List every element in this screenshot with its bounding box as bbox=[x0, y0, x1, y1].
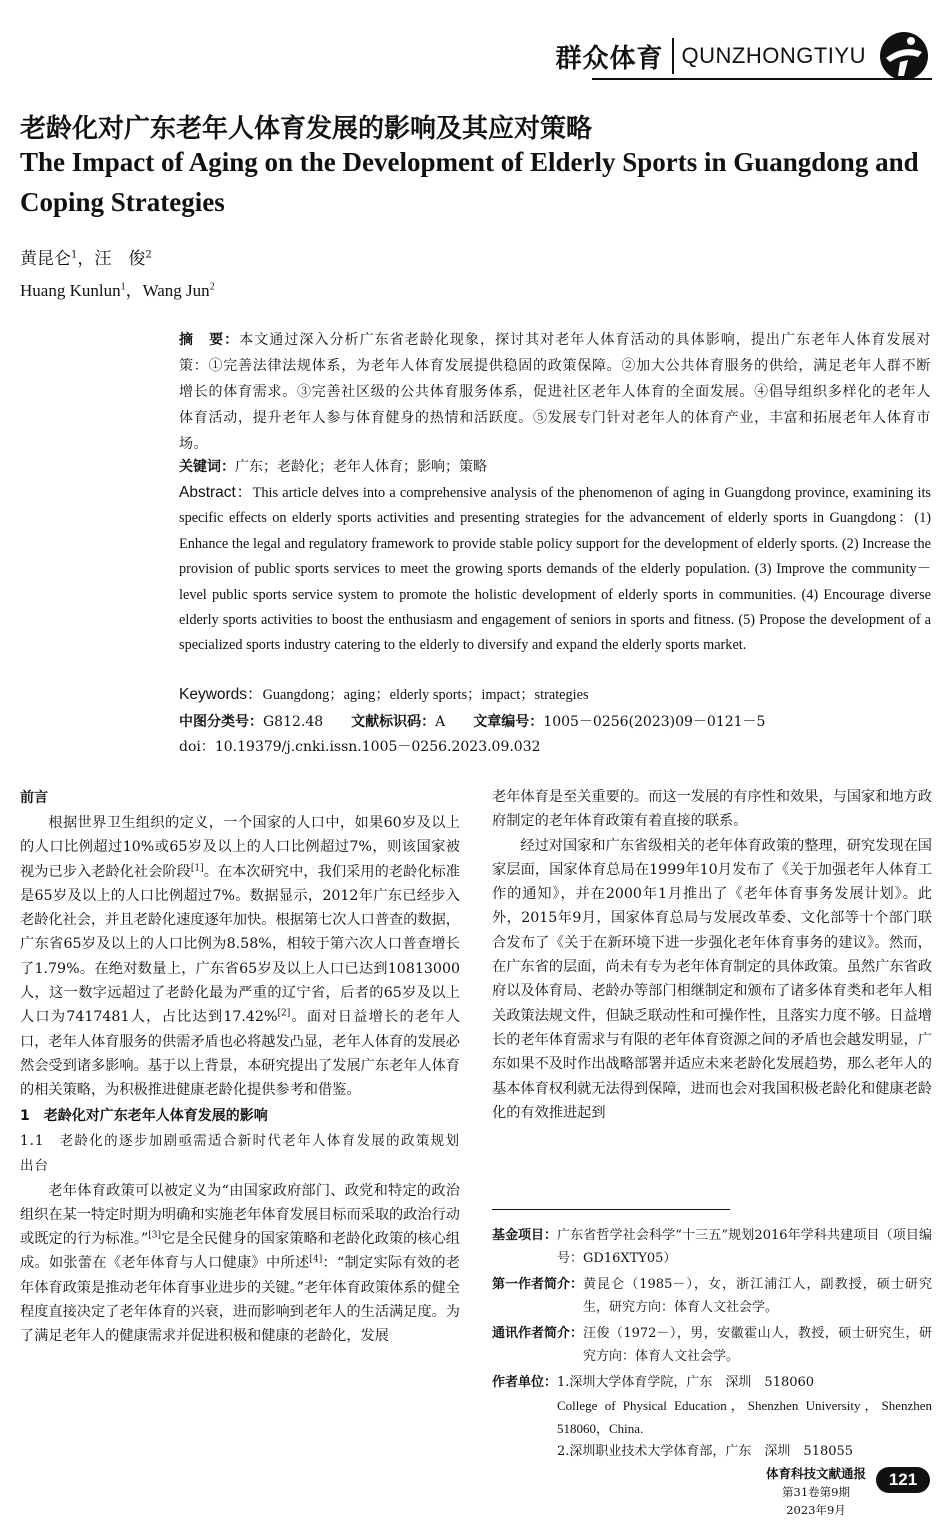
paragraph-text: 。在本次研究中，我们采用的老龄化标准是65岁及以上的人口比例超过7%。数据显示，2012年广东已经步入老龄化社会，并且老龄化速度逐年加快。根据第七次人口普查的数据，广东省65岁及以上的人口比例为8.58%，相较于第六次人口普查增长了1.79%。在绝对数量上，广东省65岁及以上人口已达到10813000人，这一数字远超过了老龄化最为严重的辽宁省，后者的65岁及以上人口为7417481人，占比达到17.42% bbox=[20, 863, 460, 1026]
sports-runner-logo-icon bbox=[878, 30, 930, 82]
paragraph-preface bbox=[20, 811, 460, 1103]
citation-1[interactable]: [1] bbox=[190, 862, 204, 873]
abstract-en bbox=[179, 480, 931, 659]
section-1-1-heading: 1.1 老龄化的逐步加剧亟需适合新时代老年人体育发展的政策规划出台 bbox=[20, 1132, 460, 1174]
paragraph-policy bbox=[20, 1179, 460, 1349]
author-2-cn: 汪 俊 bbox=[94, 249, 146, 269]
footnote-affiliation-body bbox=[557, 1371, 932, 1463]
body-column-left bbox=[20, 785, 460, 1349]
article-number-label: 文章编号： bbox=[473, 714, 544, 730]
section-1-heading: 1 老龄化对广东老年人体育发展的影响 bbox=[20, 1107, 268, 1124]
footnote-first-author bbox=[492, 1273, 932, 1319]
footnote-affiliation bbox=[492, 1371, 932, 1463]
author-2-en-affil: 2 bbox=[209, 281, 215, 293]
footer-volume: 第31卷第9期 bbox=[782, 1485, 850, 1499]
author-1-en: Huang Kunlun bbox=[20, 281, 121, 300]
affiliation-2: 2.深圳职业技术大学体育部，广东 深圳 518055 bbox=[557, 1444, 854, 1459]
doc-code bbox=[351, 711, 445, 733]
abstract-en-label: Abstract： bbox=[179, 484, 253, 501]
page-number-badge: 121 bbox=[876, 1467, 930, 1493]
clc-label: 中图分类号： bbox=[179, 714, 263, 730]
doi[interactable]: doi：10.19379/j.cnki.issn.1005－0256.2023.09.032 bbox=[179, 739, 541, 755]
preface-heading: 前言 bbox=[20, 790, 48, 806]
footnote-rule bbox=[492, 1209, 730, 1210]
footnote-corresponding-author-text: 汪俊（1972－），男，安徽霍山人，教授，硕士研究生，研究方向：体育人文社会学。 bbox=[583, 1326, 932, 1364]
title-cn: 老龄化对广东老年人体育发展的影响及其应对策略 bbox=[20, 114, 593, 144]
classification-line bbox=[179, 711, 931, 733]
abstract-cn bbox=[179, 327, 931, 457]
abstract-en-text: This article delves into a comprehensive analysis of the phenomenon of aging in Guangdong province, examining its specific effects on elderly sports activities and presenting strategies for the advancement of elderly sports in Guangdong：(1) Enhance the legal and regulatory framework to provide stable policy support for the development of elderly sports. (2) Increase the provision of public sports services to meet the growing sports demands of the elderly population. (3) Improve the community－level public sports service system to promote the holistic development of elderly sports in communities. (4) Encourage diverse elderly sports activities to boost the enthusiasm and engagement of seniors in sports and fitness. (5) Propose the development of a specialized sports industry catering to the elderly to diversify and expand the elderly sports market. bbox=[179, 485, 931, 654]
keywords-cn bbox=[179, 456, 931, 478]
page-footer bbox=[766, 1465, 930, 1519]
footnote-corresponding-author bbox=[492, 1322, 932, 1368]
affiliation-1-en: College of Physical Education，Shenzhen University，Shenzhen 518060，China. bbox=[557, 1398, 932, 1436]
author-1-cn-affil: 1 bbox=[71, 249, 78, 261]
footnote-fund bbox=[492, 1224, 932, 1270]
paragraph-policy-review: 经过对国家和广东省级相关的老年体育政策的整理，研究发现在国家层面，国家体育总局在1999年10月发布了《关于加强老年人体育工作的通知》，并在2000年1月推出了《老年体育事务发展计划》。此外，2015年9月，国家体育总局与发展改革委、文化部等十个部门联合发布了《关于在新环境下进一步强化老年体育事务的建议》。然而，在广东省的层面，尚未有专为老年体育制定的具体政策。虽然广东省政府以及体育局、老龄办等部门相继制定和颁布了诸多体育类和老年人相关政策法规文件，但缺乏联动性和可操作性，且落实力度不够。日益增长的老年体育需求与有限的老年体育资源之间的矛盾也会越发明显，广东如果不及时作出战略部署并适应未来老龄化发展趋势，那么老年人的基本体育权利就无法得到保障，进而也会对我国积极老龄化和健康老龄化的有效推进起到 bbox=[492, 837, 932, 1121]
footer-date: 2023年9月 bbox=[786, 1503, 846, 1517]
keywords-en bbox=[179, 684, 931, 706]
affiliation-1: 1.深圳大学体育学院，广东 深圳 518060 bbox=[557, 1375, 815, 1390]
author-separator-en: ， bbox=[125, 281, 143, 300]
paragraph-text: 它是全民健身的国家策略和老龄化政策的核心组成。如张蕾在《老年体育与人口健康》中所述 bbox=[20, 1231, 460, 1272]
author-1-en-affil: 1 bbox=[120, 281, 126, 293]
author-2-en: Wang Jun bbox=[142, 281, 210, 300]
paragraph-text: ：“制定实际有效的老年体育政策是推动老年体育事业进步的关键。”老年体育政策体系的健全程度直接决定了老年体育的兴衰，进而影响到老年人的生活满足度。为了满足老年人的健康需求并促进积极和健康的老龄化，发展 bbox=[20, 1255, 460, 1345]
journal-header bbox=[556, 30, 930, 82]
paragraph-text: 老年体育政策可以被定义为“由国家政府部门、政党和特定的政治组织在某一特定时期为明确和实施老年体育发展目标而采取的政治行动或既定的行为标准。” bbox=[20, 1182, 460, 1248]
author-separator-cn: ， bbox=[77, 249, 95, 269]
keywords-en-text: Guangdong；aging；elderly sports；impact；strategies bbox=[262, 687, 589, 703]
keywords-cn-text: 广东；老龄化；老年人体育；影响；策略 bbox=[235, 459, 487, 475]
footnote-fund-text: 广东省哲学社会科学“十三五”规划2016年学科共建项目（项目编号：GD16XTY05） bbox=[557, 1228, 932, 1266]
paragraph-text: 。面对日益增长的老年人口，老年人体育服务的供需矛盾也必将越发凸显，老年人体育的发展必然会受到诸多影响。基于以上背景，本研究提出了发展广东老年人体育的相关策略，为积极推进健康老龄化提供参考和借鉴。 bbox=[20, 1009, 460, 1099]
clc-value: G812.48 bbox=[263, 714, 324, 730]
footnote-first-author-label: 第一作者简介： bbox=[492, 1277, 584, 1292]
article-number bbox=[473, 711, 765, 733]
clc-code bbox=[179, 711, 323, 733]
author-1-cn: 黄昆仑 bbox=[20, 249, 71, 269]
author-2-cn-affil: 2 bbox=[145, 249, 152, 261]
citation-2[interactable]: [2] bbox=[277, 1008, 291, 1019]
citation-4[interactable]: [4] bbox=[309, 1254, 323, 1265]
footnote-affiliation-label: 作者单位： bbox=[492, 1375, 558, 1390]
abstract-cn-text: 本文通过深入分析广东省老龄化现象，探讨其对老年人体育活动的具体影响，提出广东老年人体育发展对策：①完善法律法规体系，为老年人体育发展提供稳固的政策保障。②加大公共体育服务的供给，满足老年人群不断增长的体育需求。③完善社区级的公共体育服务体系，促进社区老年人体育的全面发展。④倡导组织多样化的老年人体育活动，提升老年人参与体育健身的热情和活跃度。⑤发展专门针对老年人的体育产业，丰富和拓展老年人体育市场。 bbox=[179, 332, 931, 452]
footnotes bbox=[492, 1224, 932, 1466]
footer-journal-name: 体育科技文献通报 bbox=[765, 1466, 866, 1481]
brand-divider bbox=[672, 38, 674, 74]
article-number-value: 1005－0256(2023)09－0121－5 bbox=[543, 714, 766, 730]
authors-cn bbox=[20, 244, 152, 269]
footnote-first-author-text: 黄昆仑（1985－），女，浙江浦江人，副教授，硕士研究生，研究方向：体育人文社会学。 bbox=[583, 1277, 932, 1315]
citation-3[interactable]: [3] bbox=[148, 1230, 162, 1241]
title-en: The Impact of Aging on the Development of Elderly Sports in Guangdong and Coping Strategies bbox=[20, 147, 919, 217]
doc-code-value: A bbox=[435, 714, 446, 730]
brand-cn: 群众体育 bbox=[555, 43, 664, 74]
header-rule bbox=[592, 78, 932, 80]
authors-en bbox=[20, 276, 215, 301]
doc-code-label: 文献标识码： bbox=[351, 714, 436, 730]
brand-en: QUNZHONGTIYU bbox=[681, 43, 866, 68]
paragraph-continued: 老年体育是至关重要的。而这一发展的有序性和效果，与国家和地方政府制定的老年体育政策有着直接的联系。 bbox=[492, 789, 932, 830]
keywords-en-label: Keywords： bbox=[179, 686, 263, 703]
keywords-cn-label: 关键词： bbox=[179, 459, 235, 475]
footnote-fund-label: 基金项目： bbox=[492, 1228, 558, 1243]
paragraph-text: 根据世界卫生组织的定义，一个国家的人口中，如果60岁及以上的人口比例超过10%或65岁及以上的人口比例超过7%，则该国家被视为已步入老龄化社会阶段 bbox=[20, 815, 460, 880]
footnote-corresponding-author-label: 通讯作者简介： bbox=[492, 1326, 584, 1341]
footer-journal-info bbox=[766, 1465, 866, 1519]
abstract-cn-label: 摘 要： bbox=[179, 332, 240, 348]
body-column-right bbox=[492, 785, 932, 1125]
